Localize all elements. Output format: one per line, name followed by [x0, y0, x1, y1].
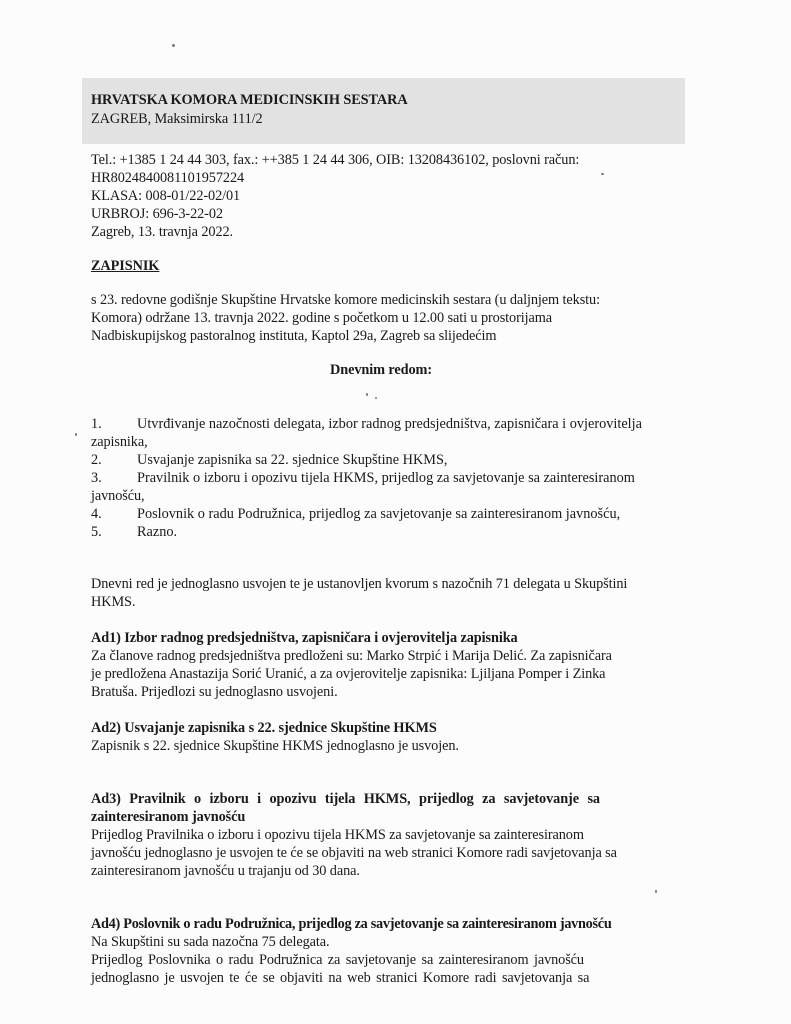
scan-speck: [375, 397, 377, 399]
scan-speck: [601, 173, 604, 175]
agenda-item-number: 3.: [91, 470, 102, 486]
org-name: HRVATSKA KOMORA MEDICINSKIH SESTARA: [91, 92, 408, 108]
quorum-text: HKMS.: [91, 594, 136, 610]
agenda-item-text: javnošću,: [91, 488, 145, 504]
ad1-heading: Ad1) Izbor radnog predsjedništva, zapisničara i ovjerovitelja zapisnika: [91, 630, 518, 646]
bank-account: HR8024840081101957224: [91, 170, 245, 186]
agenda-item-text: Utvrđivanje nazočnosti delegata, izbor radnog predsjedništva, zapisničara i ovjerovitelja: [137, 416, 642, 432]
contact-line: Tel.: +1385 1 24 44 303, fax.: ++385 1 24 44 306, OIB: 13208436102, poslovni račun:: [91, 152, 580, 168]
ad2-heading: Ad2) Usvajanje zapisnika s 22. sjednice Skupštine HKMS: [91, 720, 437, 736]
ad2-text: Zapisnik s 22. sjednice Skupštine HKMS jednoglasno je usvojen.: [91, 738, 459, 754]
agenda-item-number: 1.: [91, 416, 102, 432]
ad1-text: Za članove radnog predsjedništva predloženi su: Marko Strpić i Marija Delić. Za zapisničara: [91, 648, 612, 664]
urbroj: URBROJ: 696-3-22-02: [91, 206, 223, 222]
agenda-item-text: Pravilnik o izboru i opozivu tijela HKMS, prijedlog za savjetovanje sa zainteresiranom: [137, 470, 635, 486]
agenda-item-number: 4.: [91, 506, 102, 522]
klasa: KLASA: 008-01/22-02/01: [91, 188, 241, 204]
document-date: Zagreb, 13. travnja 2022.: [91, 224, 234, 240]
ad1-text: Bratuša. Prijedlozi su jednoglasno usvojeni.: [91, 684, 338, 700]
scan-speck: [655, 890, 657, 893]
document-title: ZAPISNIK: [91, 258, 160, 274]
intro-line: Komora) održane 13. travnja 2022. godine s početkom u 12.00 sati u prostorijama: [91, 310, 553, 326]
org-address: ZAGREB, Maksimirska 111/2: [91, 111, 263, 127]
agenda-item-number: 2.: [91, 452, 102, 468]
ad1-text: je predložena Anastazija Sorić Uranić, a za ovjerovitelje zapisnika: Ljiljana Pomper i Zinka: [91, 666, 606, 682]
intro-line: s 23. redovne godišnje Skupštine Hrvatske komore medicinskih sestara (u daljnjem tekstu:: [91, 292, 600, 308]
ad3-text: javnošću jednoglasno je usvojen te će se objaviti na web stranici Komore radi savjetovanja sa: [91, 845, 617, 861]
ad3-text: zainteresiranom javnošću u trajanju od 30 dana.: [91, 863, 360, 879]
quorum-text: Dnevni red je jednoglasno usvojen te je ustanovljen kvorum s nazočnih 71 delegata u Skupštini: [91, 576, 628, 592]
agenda-item-text: zapisnika,: [91, 434, 148, 450]
agenda-item-text: Poslovnik o radu Podružnica, prijedlog za savjetovanje sa zainteresiranom javnošću,: [137, 506, 621, 522]
ad4-text: jednoglasno je usvojen te će se objaviti na web stranici Komore radi savjetovanja sa: [91, 970, 590, 986]
scan-speck: [75, 433, 77, 436]
agenda-item-number: 5.: [91, 524, 102, 540]
ad3-heading: Ad3) Pravilnik o izboru i opozivu tijela HKMS, prijedlog za savjetovanje sa: [91, 791, 600, 807]
ad3-text: Prijedlog Pravilnika o izboru i opozivu tijela HKMS za savjetovanje sa zainteresiranom: [91, 827, 584, 843]
intro-line: Nadbiskupijskog pastoralnog instituta, Kaptol 29a, Zagreb sa slijedećim: [91, 328, 497, 344]
scan-speck: [172, 44, 175, 47]
ad4-text: Na Skupštini su sada nazočna 75 delegata.: [91, 934, 330, 950]
ad4-text: Prijedlog Poslovnika o radu Podružnica za savjetovanje sa zainteresiranom javnošću: [91, 952, 584, 968]
ad4-heading: Ad4) Poslovnik o radu Podružnica, prijedlog za savjetovanje sa zainteresiranom javnošću: [91, 916, 612, 932]
scan-speck: [366, 393, 368, 396]
agenda-item-text: Razno.: [137, 524, 178, 540]
agenda-item-text: Usvajanje zapisnika sa 22. sjednice Skupštine HKMS,: [137, 452, 448, 468]
ad3-heading: zainteresiranom javnošću: [91, 809, 246, 825]
agenda-heading: Dnevnim redom:: [330, 362, 432, 378]
